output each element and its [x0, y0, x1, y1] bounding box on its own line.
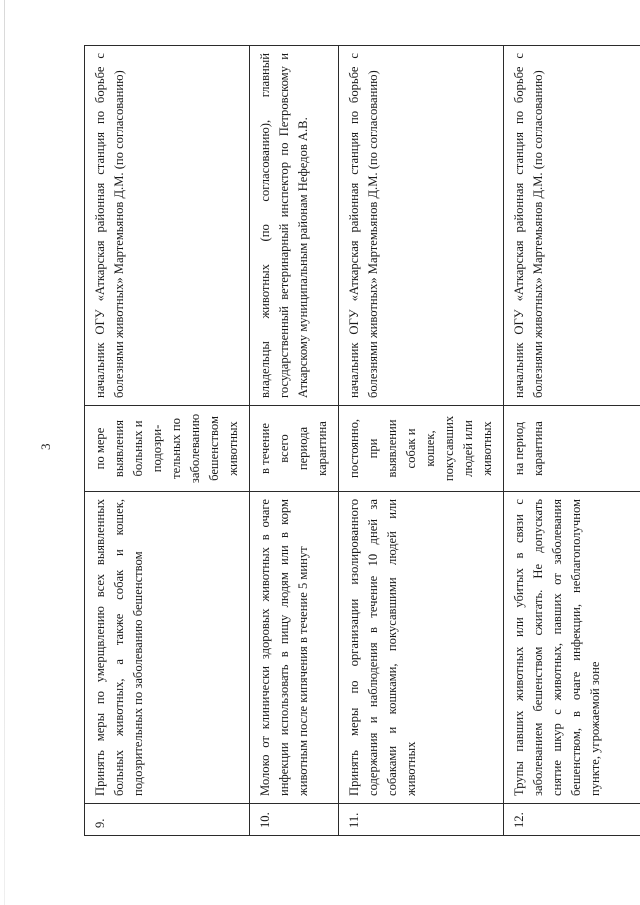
- measures-table: [84, 45, 640, 836]
- measure-cell: Принять меры по организации изолированного содержания и наблюдения в течение 10 дней за собаками и кошками, покусавшими людей или животных: [339, 492, 504, 804]
- row-number: 11.: [339, 804, 504, 836]
- rotated-table-wrapper: [84, 46, 602, 836]
- table-row: [250, 46, 339, 836]
- responsible-cell: владельцы животных (по согласованию), главный государственный ветеринарный инспектор по Петровскому и Аткарскому муниципальным районам Нефедов А.В.: [250, 46, 339, 406]
- table-row: [504, 46, 640, 836]
- term-cell: в течение всего периода карантина: [250, 406, 339, 492]
- responsible-cell: начальник ОГУ «Аткарская районная станция по борьбе с болезнями животных» Мартемьянов Д.М. (по согласованию): [339, 46, 504, 406]
- measure-cell: Молоко от клинически здоровых животных в очаге инфекции использовать в пищу людям или в корм животным после кипячения в течение 5 минут: [250, 492, 339, 804]
- row-number: 12.: [504, 804, 640, 836]
- term-cell: постоянно, при выявлении собак и кошек, покусавших людей или животных: [339, 406, 504, 492]
- responsible-cell: начальник ОГУ «Аткарская районная станция по борьбе с болезнями животных» Мартемьянов Д.М. (по согласованию): [85, 46, 250, 406]
- scan-edge: [4, 0, 5, 905]
- measure-cell: Трупы павших животных или убитых в связи с заболеванием бешенством сжигать. Не допускать снятие шкур с животных, павших от заболевания бешенством, в очаге инфекции, неблагополучном пункте, угрожаемой зоне: [504, 492, 640, 804]
- responsible-cell: начальник ОГУ «Аткарская районная станция по борьбе с болезнями животных» Мартемьянов Д.М. (по согласованию): [504, 46, 640, 406]
- table-row: [85, 46, 250, 836]
- page-number: 3: [38, 443, 53, 450]
- term-cell: по мере выявления больных и подозри-тельных по заболеванию бешенством животных: [85, 406, 250, 492]
- row-number: 10.: [250, 804, 339, 836]
- measure-cell: Принять меры по умерщвлению всех выявленных больных животных, а также собак и кошек, подозрительных по заболеванию бешенством: [85, 492, 250, 804]
- table-row: [339, 46, 504, 836]
- term-cell: на период карантина: [504, 406, 640, 492]
- row-number: 9.: [85, 804, 250, 836]
